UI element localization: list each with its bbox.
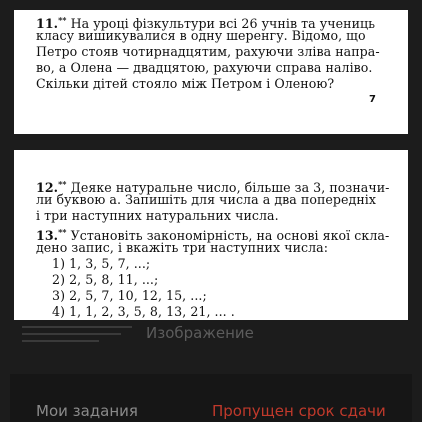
- task-11-mark: **: [58, 15, 67, 25]
- task-image-bottom: [14, 150, 408, 320]
- task-13-item-1: 1) 1, 3, 5, 7, ...;: [52, 256, 151, 271]
- image-label: Изображение: [146, 324, 254, 342]
- task-13-mark: **: [58, 227, 67, 237]
- task-12-line-3: і три наступних натуральних числа.: [36, 208, 279, 223]
- task-12-number: 12.: [36, 180, 59, 196]
- task-12-mark: **: [58, 179, 67, 189]
- task-11-line-5: Скільки дітей стояло між Петром і Оленою?: [36, 76, 335, 91]
- task-11-line-1: 11.** На уроці фізкультури всі 26 учнів та учениць: [36, 15, 376, 32]
- page-number: 7: [369, 94, 376, 105]
- task-11-line-4: во, а Олена — двадцятою, рахуючи справа наліво.: [36, 60, 373, 75]
- task-13-item-3: 3) 2, 5, 7, 10, 12, 15, ...;: [52, 288, 207, 303]
- tab-missed-deadline[interactable]: Пропущен срок сдачи: [212, 402, 386, 420]
- caption-placeholder: [22, 326, 132, 347]
- task-11-number: 11.: [36, 16, 59, 32]
- task-11-line-2: класу вишикувалися в одну шеренгу. Відомо, що: [36, 28, 366, 43]
- task-13-line-2: дено запис, і вкажіть три наступних числа:: [36, 240, 329, 255]
- task-12-line-1: 12.** Деяке натуральне число, більше за 3, позначи-: [36, 179, 390, 196]
- task-13-item-2: 2) 2, 5, 8, 11, ...;: [52, 272, 159, 287]
- task-13-item-4: 4) 1, 1, 2, 3, 5, 8, 13, 21, ... .: [52, 304, 235, 319]
- task-12-line-2: ли буквою a. Запишіть для числа a два попередніх: [36, 192, 376, 207]
- task-image-top: [14, 10, 408, 134]
- task-13-line-1: 13.** Установіть закономірність, на основі якої скла-: [36, 227, 390, 244]
- task-13-number: 13.: [36, 228, 59, 244]
- task-11-line-3: Петро стояв чотирнадцятим, рахуючи зліва напра-: [36, 44, 380, 59]
- tab-my-tasks[interactable]: Мои задания: [36, 402, 138, 420]
